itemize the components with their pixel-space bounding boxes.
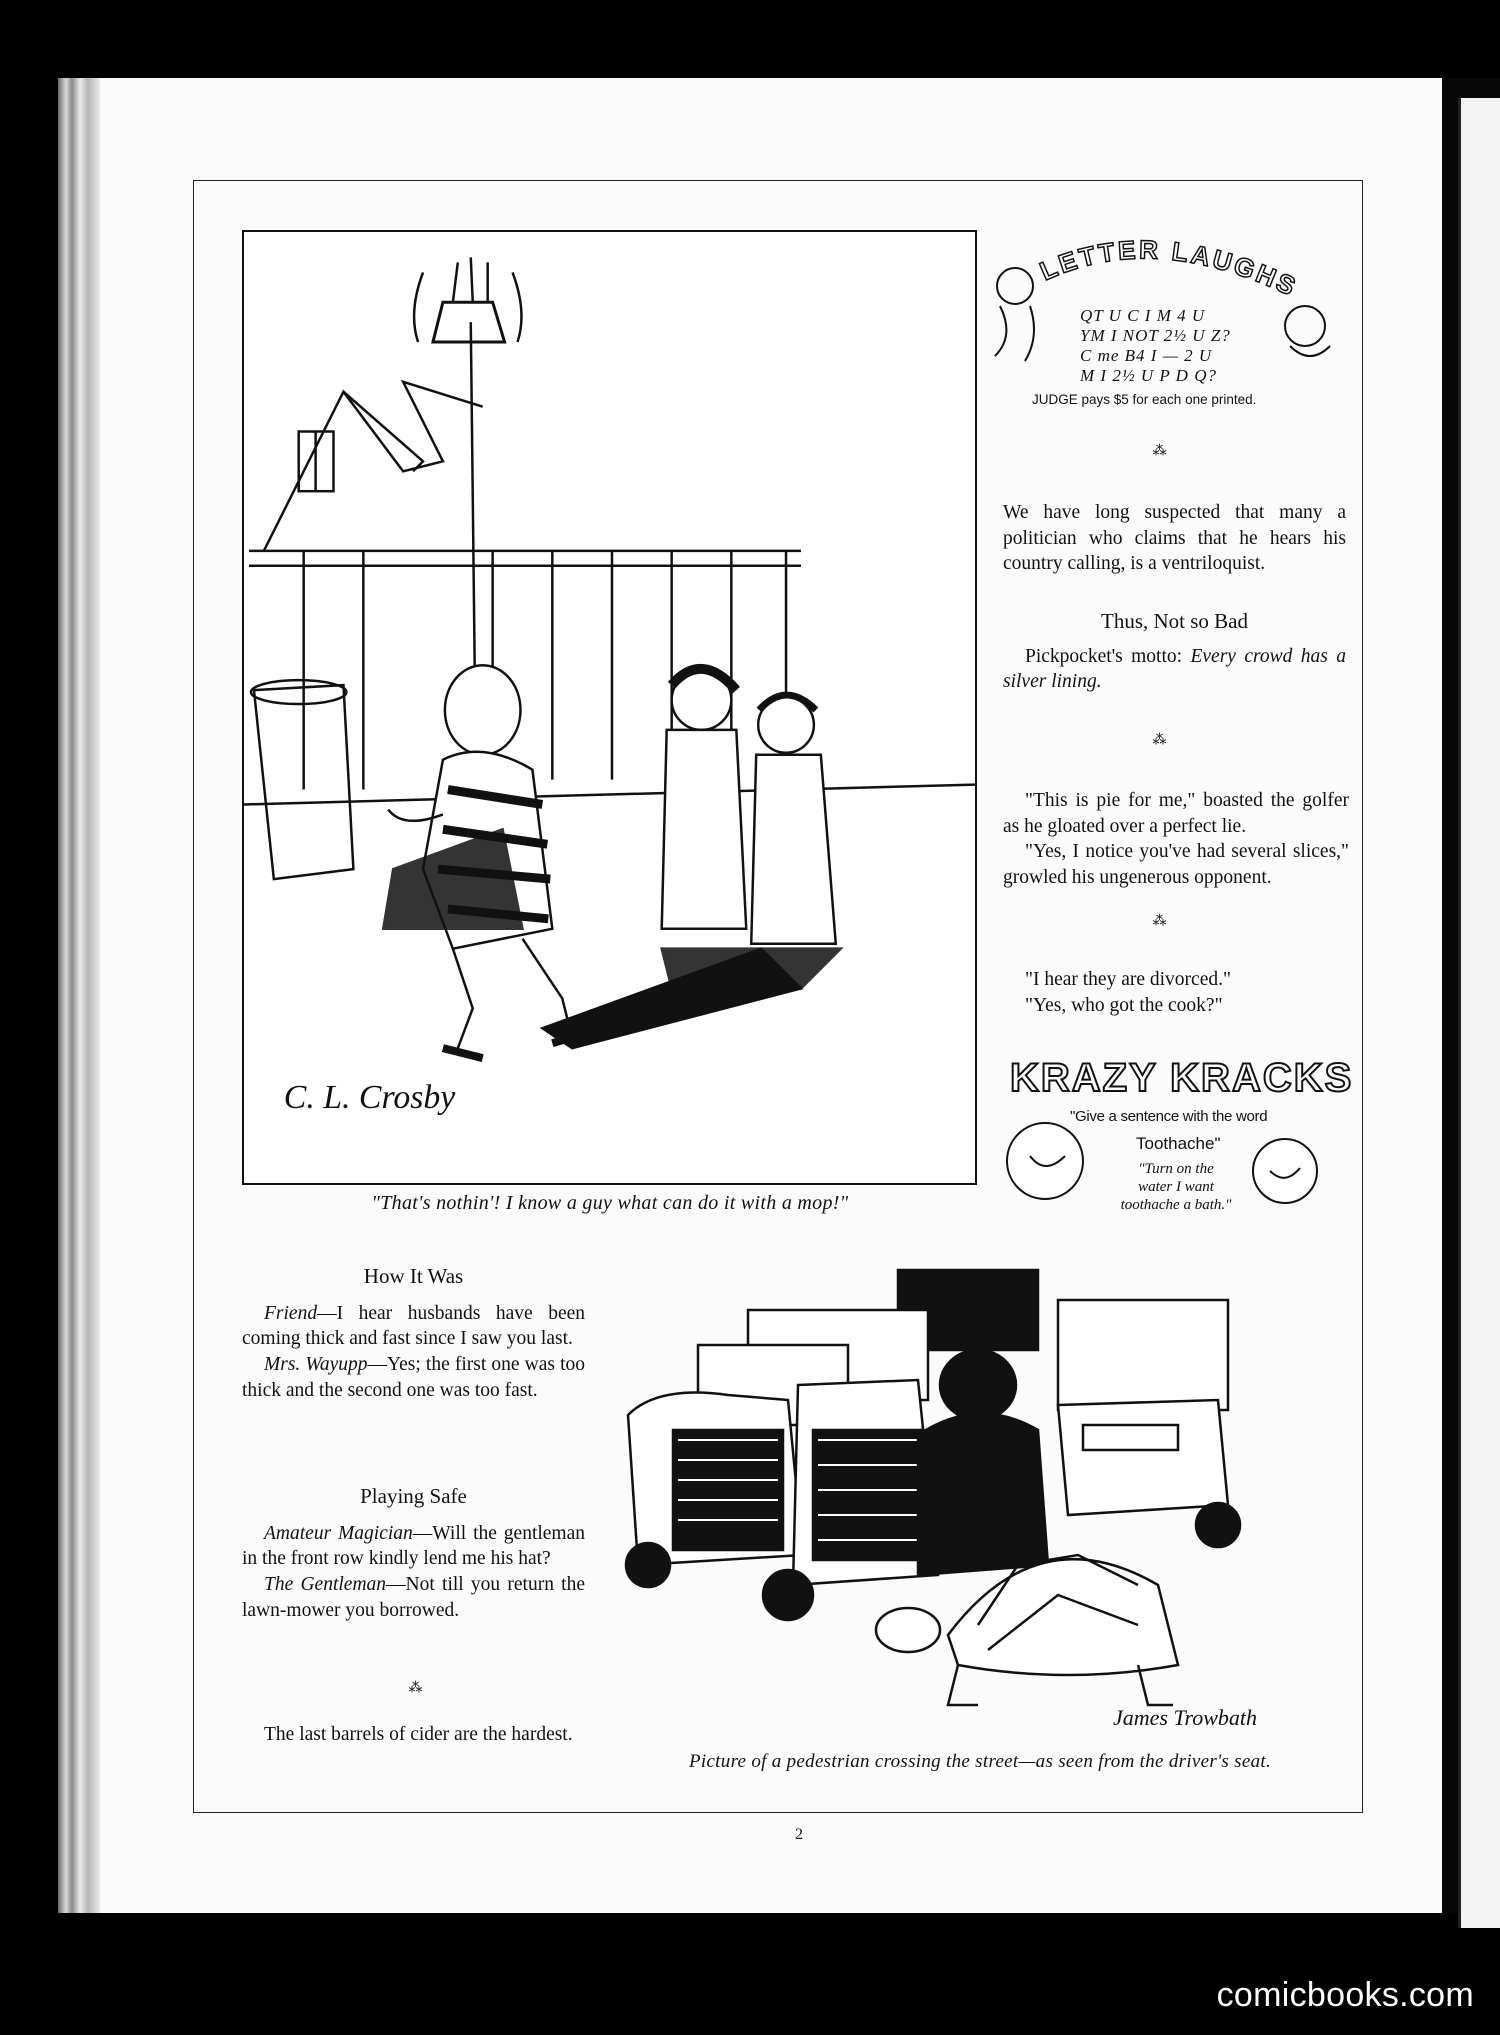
separator-2: ⁂ — [1152, 733, 1168, 748]
wayupp-text: —Yes; the first one was too thick and the second one was too fast. — [242, 1354, 585, 1401]
watermark: comicbooks.com — [1216, 1976, 1474, 2014]
magician-label: Amateur Magician — [264, 1522, 413, 1544]
dog-icon — [1285, 306, 1325, 346]
heading-how-it-was: How It Was — [363, 1264, 464, 1288]
cartoon-broom-balancing — [242, 230, 977, 1185]
politician-joke: We have long suspected that many a politician who claims that he hears his country calling, is a ventriloquist. — [1003, 502, 1346, 575]
thus-not-so-bad — [1003, 608, 1346, 695]
magician-text: —Will the gentleman in the front row kindly lend me his hat? — [242, 1522, 586, 1570]
pickpocket-lead: Pickpocket's motto: — [1025, 645, 1191, 667]
heading-playing-safe: Playing Safe — [360, 1484, 467, 1508]
letter-laughs-title: LETTER LAUGHS — [1035, 236, 1303, 303]
letter-laughs-line-1: QT U C I M 4 U — [1080, 306, 1206, 325]
krazy-kracks-answer-2: water I want — [1138, 1179, 1214, 1195]
cider-joke: The last barrels of cider are the hardest. — [264, 1724, 573, 1745]
krazy-kracks-answer-3: toothache a bath." — [1120, 1197, 1232, 1213]
golfer-joke — [1003, 788, 1349, 891]
gentleman-label: The Gentleman — [264, 1574, 387, 1596]
divorce-joke-line-2: "Yes, who got the cook?" — [1025, 994, 1223, 1016]
letter-laughs-box — [990, 236, 1340, 414]
cartoon-caption-top: "That's nothin'! I know a guy what can do it with a mop!" — [371, 1192, 849, 1214]
friend-label: Friend — [264, 1302, 318, 1324]
facing-page-edge — [1442, 78, 1500, 1913]
playing-safe — [242, 1483, 585, 1624]
golfer-joke-p1: "This is pie for me," boasted the golfer as he gloated over a perfect lie. — [1003, 790, 1349, 837]
cartoon-caption-bottom: Picture of a pedestrian crossing the street—as seen from the driver's seat. — [688, 1751, 1272, 1772]
page-number: 2 — [795, 1826, 803, 1843]
friend-text: —I hear husbands have been coming thick and fast since I saw you last. — [242, 1302, 585, 1350]
letter-laughs-footer: JUDGE pays $5 for each one printed. — [1032, 392, 1257, 407]
krazy-kracks-prompt: "Give a sentence with the word — [1070, 1108, 1268, 1125]
cartoon-traffic-illustration — [618, 1265, 1338, 1745]
krazy-kracks-title: KRAZY KRACKS — [1010, 1056, 1354, 1100]
letter-laughs-line-3: C me B4 I — 2 U — [1080, 346, 1213, 365]
golfer-joke-p2: "Yes, I notice you've had several slices," growled his ungenerous opponent. — [1003, 841, 1349, 889]
krazy-kracks-box — [1000, 1056, 1355, 1236]
krazy-kracks-answer-1: "Turn on the — [1138, 1161, 1214, 1177]
cartoon-traffic — [618, 1265, 1338, 1745]
divorce-joke-line-1: "I hear they are divorced." — [1025, 969, 1231, 990]
separator-3: ⁂ — [1152, 914, 1168, 929]
wayupp-label: Mrs. Wayupp — [264, 1354, 368, 1376]
krazy-kracks-word: Toothache" — [1136, 1134, 1221, 1153]
divorce-joke — [1003, 967, 1346, 1018]
cartoon-illustration — [244, 232, 975, 1183]
how-it-was — [242, 1263, 585, 1404]
laughing-face-icon — [1007, 1123, 1083, 1199]
clown-icon — [997, 268, 1033, 304]
separator-1: ⁂ — [1152, 444, 1168, 459]
page-edges — [58, 78, 102, 1913]
laughing-face-icon-2 — [1253, 1139, 1317, 1203]
letter-laughs-line-4: M I 2½ U P D Q? — [1080, 366, 1217, 385]
artist-signature-top: C. L. Crosby — [283, 1078, 456, 1116]
artist-signature-bottom: James Trowbath — [1113, 1705, 1258, 1730]
gentleman-text: —Not till you return the lawn-mower you borrowed. — [242, 1574, 586, 1621]
pickpocket-punchline: Every crowd has a silver lining. — [1003, 645, 1346, 693]
letter-laughs-line-2: YM I NOT 2½ U Z? — [1080, 326, 1231, 345]
heading-thus-not-so-bad: Thus, Not so Bad — [1101, 609, 1248, 633]
separator-4: ⁂ — [408, 1681, 424, 1696]
svg-text:LETTER LAUGHS — [1035, 236, 1302, 302]
